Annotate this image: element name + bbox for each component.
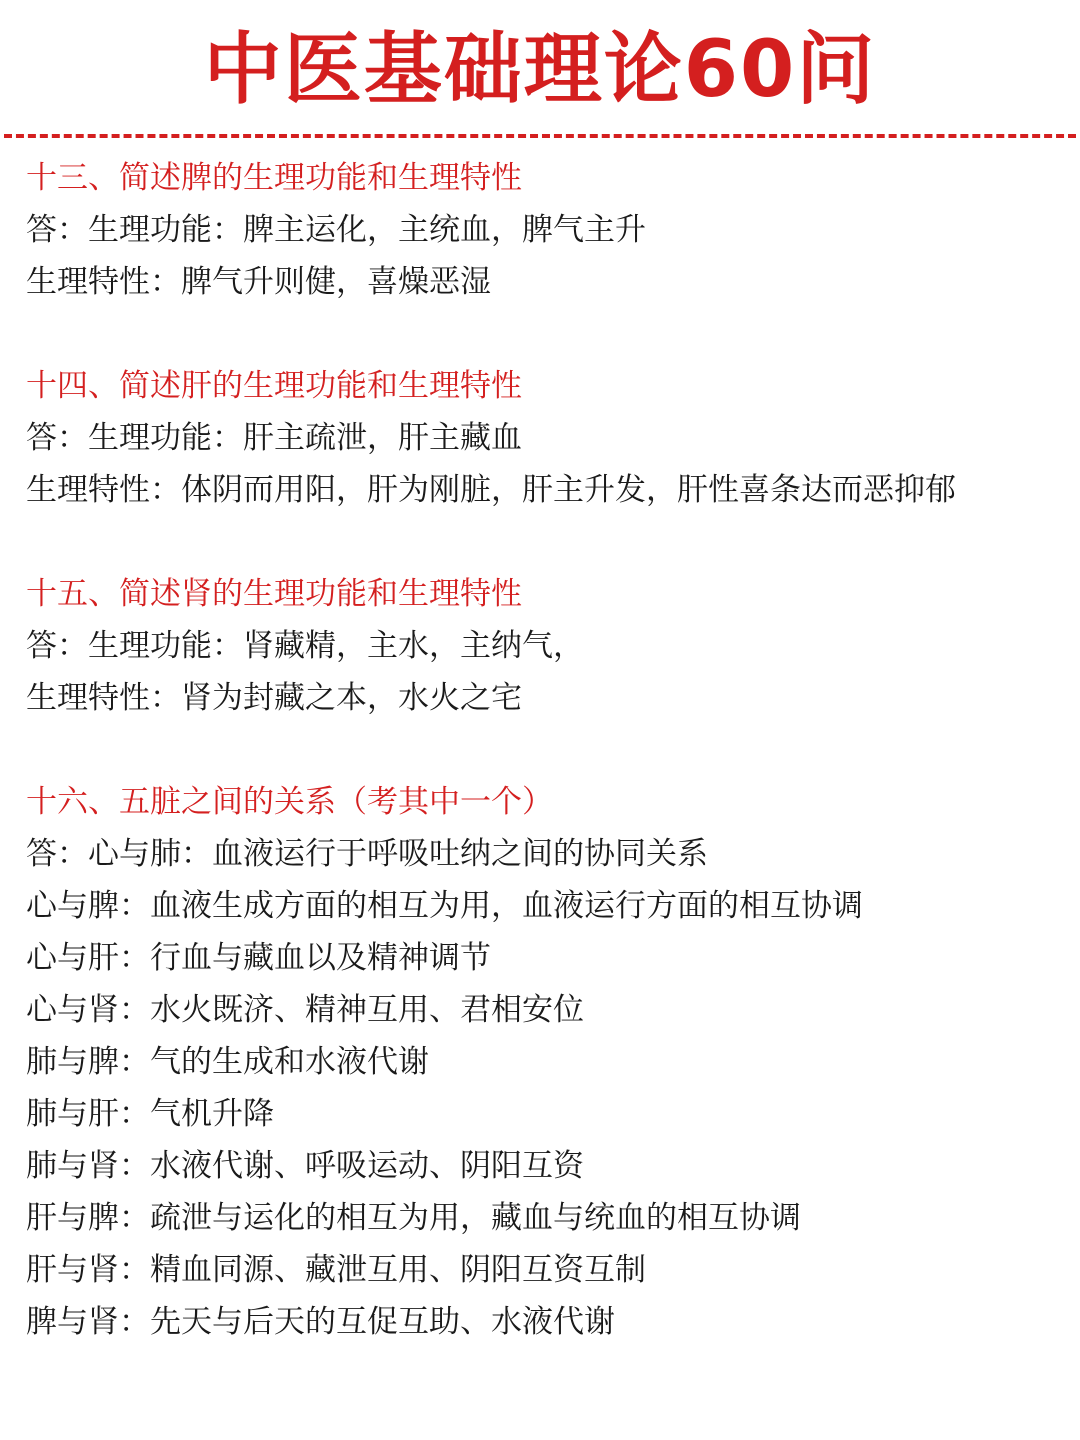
answer-line: 肝与肾：精血同源、藏泄互用、阴阳互资互制 bbox=[26, 1252, 646, 1288]
question-heading: 十五、简述肾的生理功能和生理特性 bbox=[26, 576, 522, 612]
section-16 bbox=[26, 776, 1066, 1348]
answer-line: 心与肝：行血与藏血以及精神调节 bbox=[26, 940, 491, 976]
content-body bbox=[26, 152, 1066, 1348]
question-heading: 十三、简述脾的生理功能和生理特性 bbox=[26, 160, 522, 196]
answer-line: 生理特性：脾气升则健，喜燥恶湿 bbox=[26, 264, 491, 300]
answer-line: 生理特性：肾为封藏之本，水火之宅 bbox=[26, 680, 522, 716]
section-14 bbox=[26, 360, 1066, 516]
page-title: 中医基础理论60问 bbox=[203, 25, 877, 115]
section-13 bbox=[26, 152, 1066, 308]
answer-line: 答：生理功能：肝主疏泄，肝主藏血 bbox=[26, 420, 522, 456]
answer-line: 肺与脾：气的生成和水液代谢 bbox=[26, 1044, 429, 1080]
answer-line: 心与肾：水火既济、精神互用、君相安位 bbox=[26, 992, 584, 1028]
answer-line: 答：心与肺：血液运行于呼吸吐纳之间的协同关系 bbox=[26, 836, 708, 872]
section-15 bbox=[26, 568, 1066, 724]
answer-line: 答：生理功能：脾主运化，主统血，脾气主升 bbox=[26, 212, 646, 248]
answer-line: 心与脾：血液生成方面的相互为用，血液运行方面的相互协调 bbox=[26, 888, 863, 924]
question-heading: 十四、简述肝的生理功能和生理特性 bbox=[26, 368, 522, 404]
answer-line: 答：生理功能：肾藏精，主水，主纳气， bbox=[26, 628, 584, 664]
answer-line: 脾与肾：先天与后天的互促互助、水液代谢 bbox=[26, 1304, 615, 1340]
dashed-divider bbox=[4, 134, 1076, 138]
answer-line: 生理特性：体阴而用阳，肝为刚脏，肝主升发，肝性喜条达而恶抑郁 bbox=[26, 472, 956, 508]
answer-line: 肺与肾：水液代谢、呼吸运动、阴阳互资 bbox=[26, 1148, 584, 1184]
answer-line: 肝与脾：疏泄与运化的相互为用，藏血与统血的相互协调 bbox=[26, 1200, 801, 1236]
question-heading: 十六、五脏之间的关系（考其中一个） bbox=[26, 784, 553, 820]
answer-line: 肺与肝：气机升降 bbox=[26, 1096, 274, 1132]
